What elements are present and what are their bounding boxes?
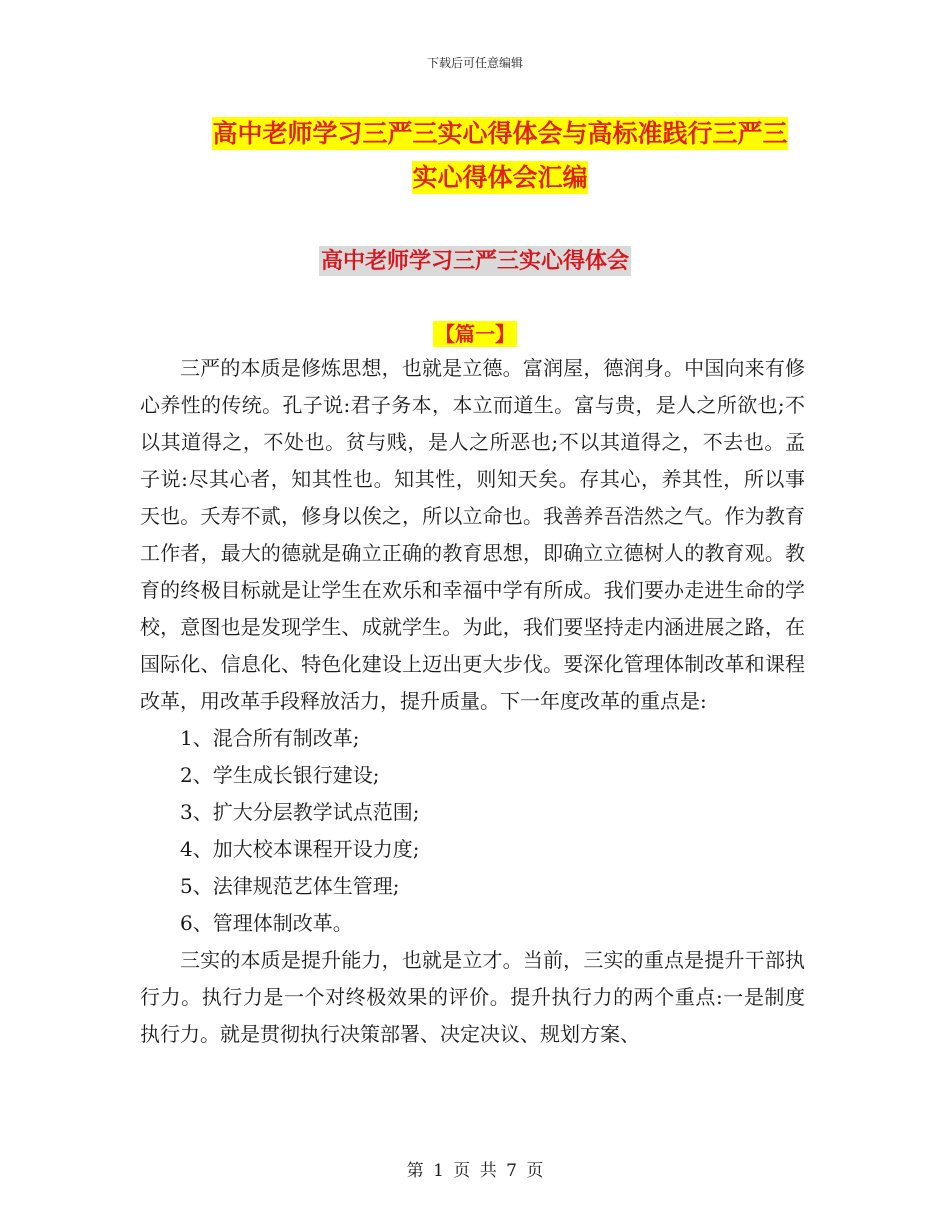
- list-item: 4、加大校本课程开设力度;: [180, 837, 420, 861]
- sub-title-text: 高中老师学习三严三实心得体会: [320, 248, 629, 274]
- header-note: 下载后可任意编辑: [426, 56, 523, 70]
- list-item: 3、扩大分层教学试点范围;: [180, 800, 420, 824]
- document-body: [140, 350, 805, 1053]
- paragraph-2: 三实的本质是提升能力，也就是立才。当前，三实的重点是提升干部执行力。执行力是一个对终极效果的评价。提升执行力的两个重点:一是制度执行力。就是贯彻执行决策部署、决定决议、规划方案、: [140, 948, 805, 1046]
- main-title-line2: 实心得体会汇编: [412, 163, 588, 192]
- list-item: 5、法律规范艺体生管理;: [180, 874, 400, 898]
- section-tag: [0, 318, 950, 347]
- list-item: 6、管理体制改革。: [180, 911, 353, 935]
- main-title: [190, 112, 810, 200]
- section-tag-text: 【篇一】: [435, 322, 515, 346]
- list-item: 1、混合所有制改革;: [180, 726, 360, 750]
- page-footer: 第 1 页 共 7 页: [406, 1161, 544, 1181]
- list-item: 2、学生成长银行建设;: [180, 763, 380, 787]
- paragraph-1: 三严的本质是修炼思想，也就是立德。富润屋，德润身。中国向来有修心养性的传统。孔子说:君子务本，本立而道生。富与贵，是人之所欲也;不以其道得之，不处也。贫与贱，是人之所恶也;不以其道得之，不去也。孟子说:尽其心者，知其性也。知其性，则知天矣。存其心，养其性，所以事天也。夭寿不贰，修身以俟之，所以立命也。我善养吾浩然之气。作为教育工作者，最大的德就是确立正确的教育思想，即确立立德树人的教育观。教育的终极目标就是让学生在欢乐和幸福中学有所成。我们要办走进生命的学校，意图也是发现学生、成就学生。为此，我们要坚持走内涵进展之路，在国际化、信息化、特色化建设上迈出更大步伐。要深化管理体制改革和课程改革，用改革手段释放活力，提升质量。下一年度改革的重点是:: [140, 356, 805, 713]
- main-title-line1: 高中老师学习三严三实心得体会与高标准践行三严三: [212, 119, 788, 148]
- sub-title: [0, 244, 950, 275]
